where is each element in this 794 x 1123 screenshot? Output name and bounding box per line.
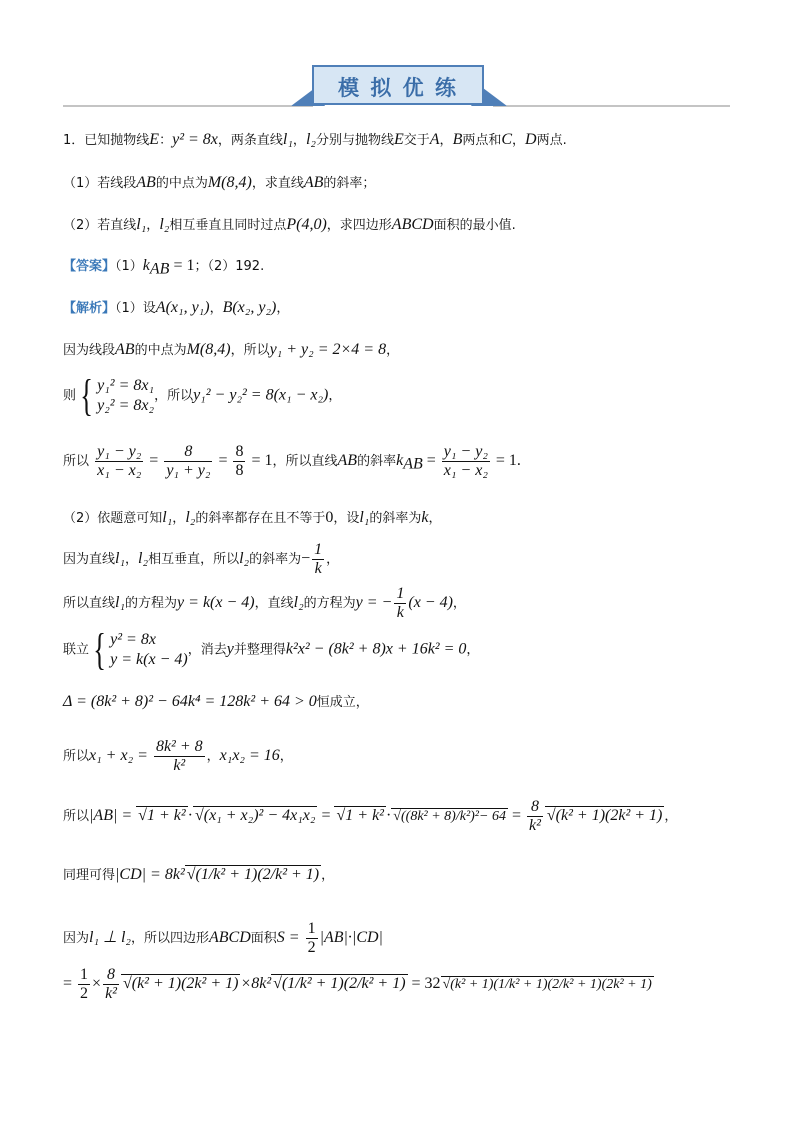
answer-line: 【答案】$(1)k_{AB} = 1$；（2）192.	[63, 257, 265, 278]
analysis-line-1: 【解析】（1）设A(x₁, y₁)，B(x₂, y₂)，	[63, 299, 290, 316]
analysis-line-12: 同理可得|CD| = 8k² √(1/k² + 1)(2/k² + 1) ，	[63, 866, 335, 883]
analysis-line-14: = $\frac{1}{2}$ × $\frac{8}{\text{k²}}$ √(k² + 1)(2k² + 1) ×8k² √(1/k² + 1)(2/k² + 1) = 32 √(k² + 1)(1/k² + 1)(2/k² + 1)(2k² + 1)	[63, 966, 652, 1002]
banner-title: 模 拟 优 练	[338, 76, 458, 100]
analysis-line-4: 所以 $\frac{\text{y₁ − y₂}}{\text{x₁ − x₂}}$ = $\frac{8}{\text{y₁ + y₂}}$ = $\frac{8}{8}$ = 1，所以直线AB的斜率$k_{AB}$ = $\frac{\text{y₁ − y₂}}{\text{x₁ − x₂}}$ = 1.	[63, 443, 521, 479]
analysis-line-5: （2）依题意可知l₁，l₂的斜率都存在且不等于0，设l₁的斜率为k，	[63, 509, 442, 526]
analysis-line-10: 所以x₁ + x₂ = $\frac{\text{8k² + 8}}{\text{k²}}$ ，x₁x₂ = 16，	[63, 738, 293, 774]
analysis-line-3: 则{ y₁² = 8x₁ y₂² = 8x₂ ，所以y₁² − y₂² = 8(x₁ − x₂)，	[63, 371, 342, 420]
analysis-line-2: 因为线段AB的中点为M(8,4)，所以y₁ + y₂ = 2×4 = 8，	[63, 341, 400, 358]
analysis-tag: 【解析】	[63, 301, 116, 316]
analysis-line-13: 因为l₁ ⊥ l₂，所以四边形ABCD面积S = $\frac{1}{2}$ |AB|·|CD|	[63, 920, 383, 956]
answer-tag: 【答案】	[63, 259, 116, 274]
problem-part-2: （2）若直线l₁，l₂相互垂直且同时过点P(4,0)，求四边形ABCD面积的最小值.	[63, 216, 516, 233]
problem-part-1: （1）若线段AB的中点为M(8,4)，求直线AB的斜率；	[63, 174, 376, 191]
analysis-line-9: Δ = (8k² + 8)² − 64k⁴ = 128k² + 64 > 0恒成立，	[63, 693, 369, 710]
analysis-line-8: 联立{ y² = 8x y = k(x − 4) ，消去y并整理得k²x² − (8k² + 8)x + 16k² = 0，	[63, 625, 480, 674]
problem-stem: 1．已知抛物线E：y² = 8x，两条直线l₁，l₂分别与抛物线E交于A，B两点和C，D两点.	[63, 131, 567, 148]
analysis-line-6: 因为直线l₁，l₂相互垂直，所以l₂的斜率为− $\frac{1}{k}$ ，	[63, 541, 340, 577]
header-banner	[63, 62, 730, 110]
analysis-line-7: 所以直线l₁的方程为y = k(x − 4)，直线l₂的方程为y = − $\frac{1}{k}$ (x − 4)，	[63, 585, 466, 621]
analysis-line-11: 所以|AB| = √1 + k² · √(x₁ + x₂)² − 4x₁x₂ = √1 + k² · √((8k² + 8)/k²)²− 64 = $\frac{8}{\text{k²}}$ √(k² + 1)(2k² + 1) ，	[63, 798, 678, 834]
